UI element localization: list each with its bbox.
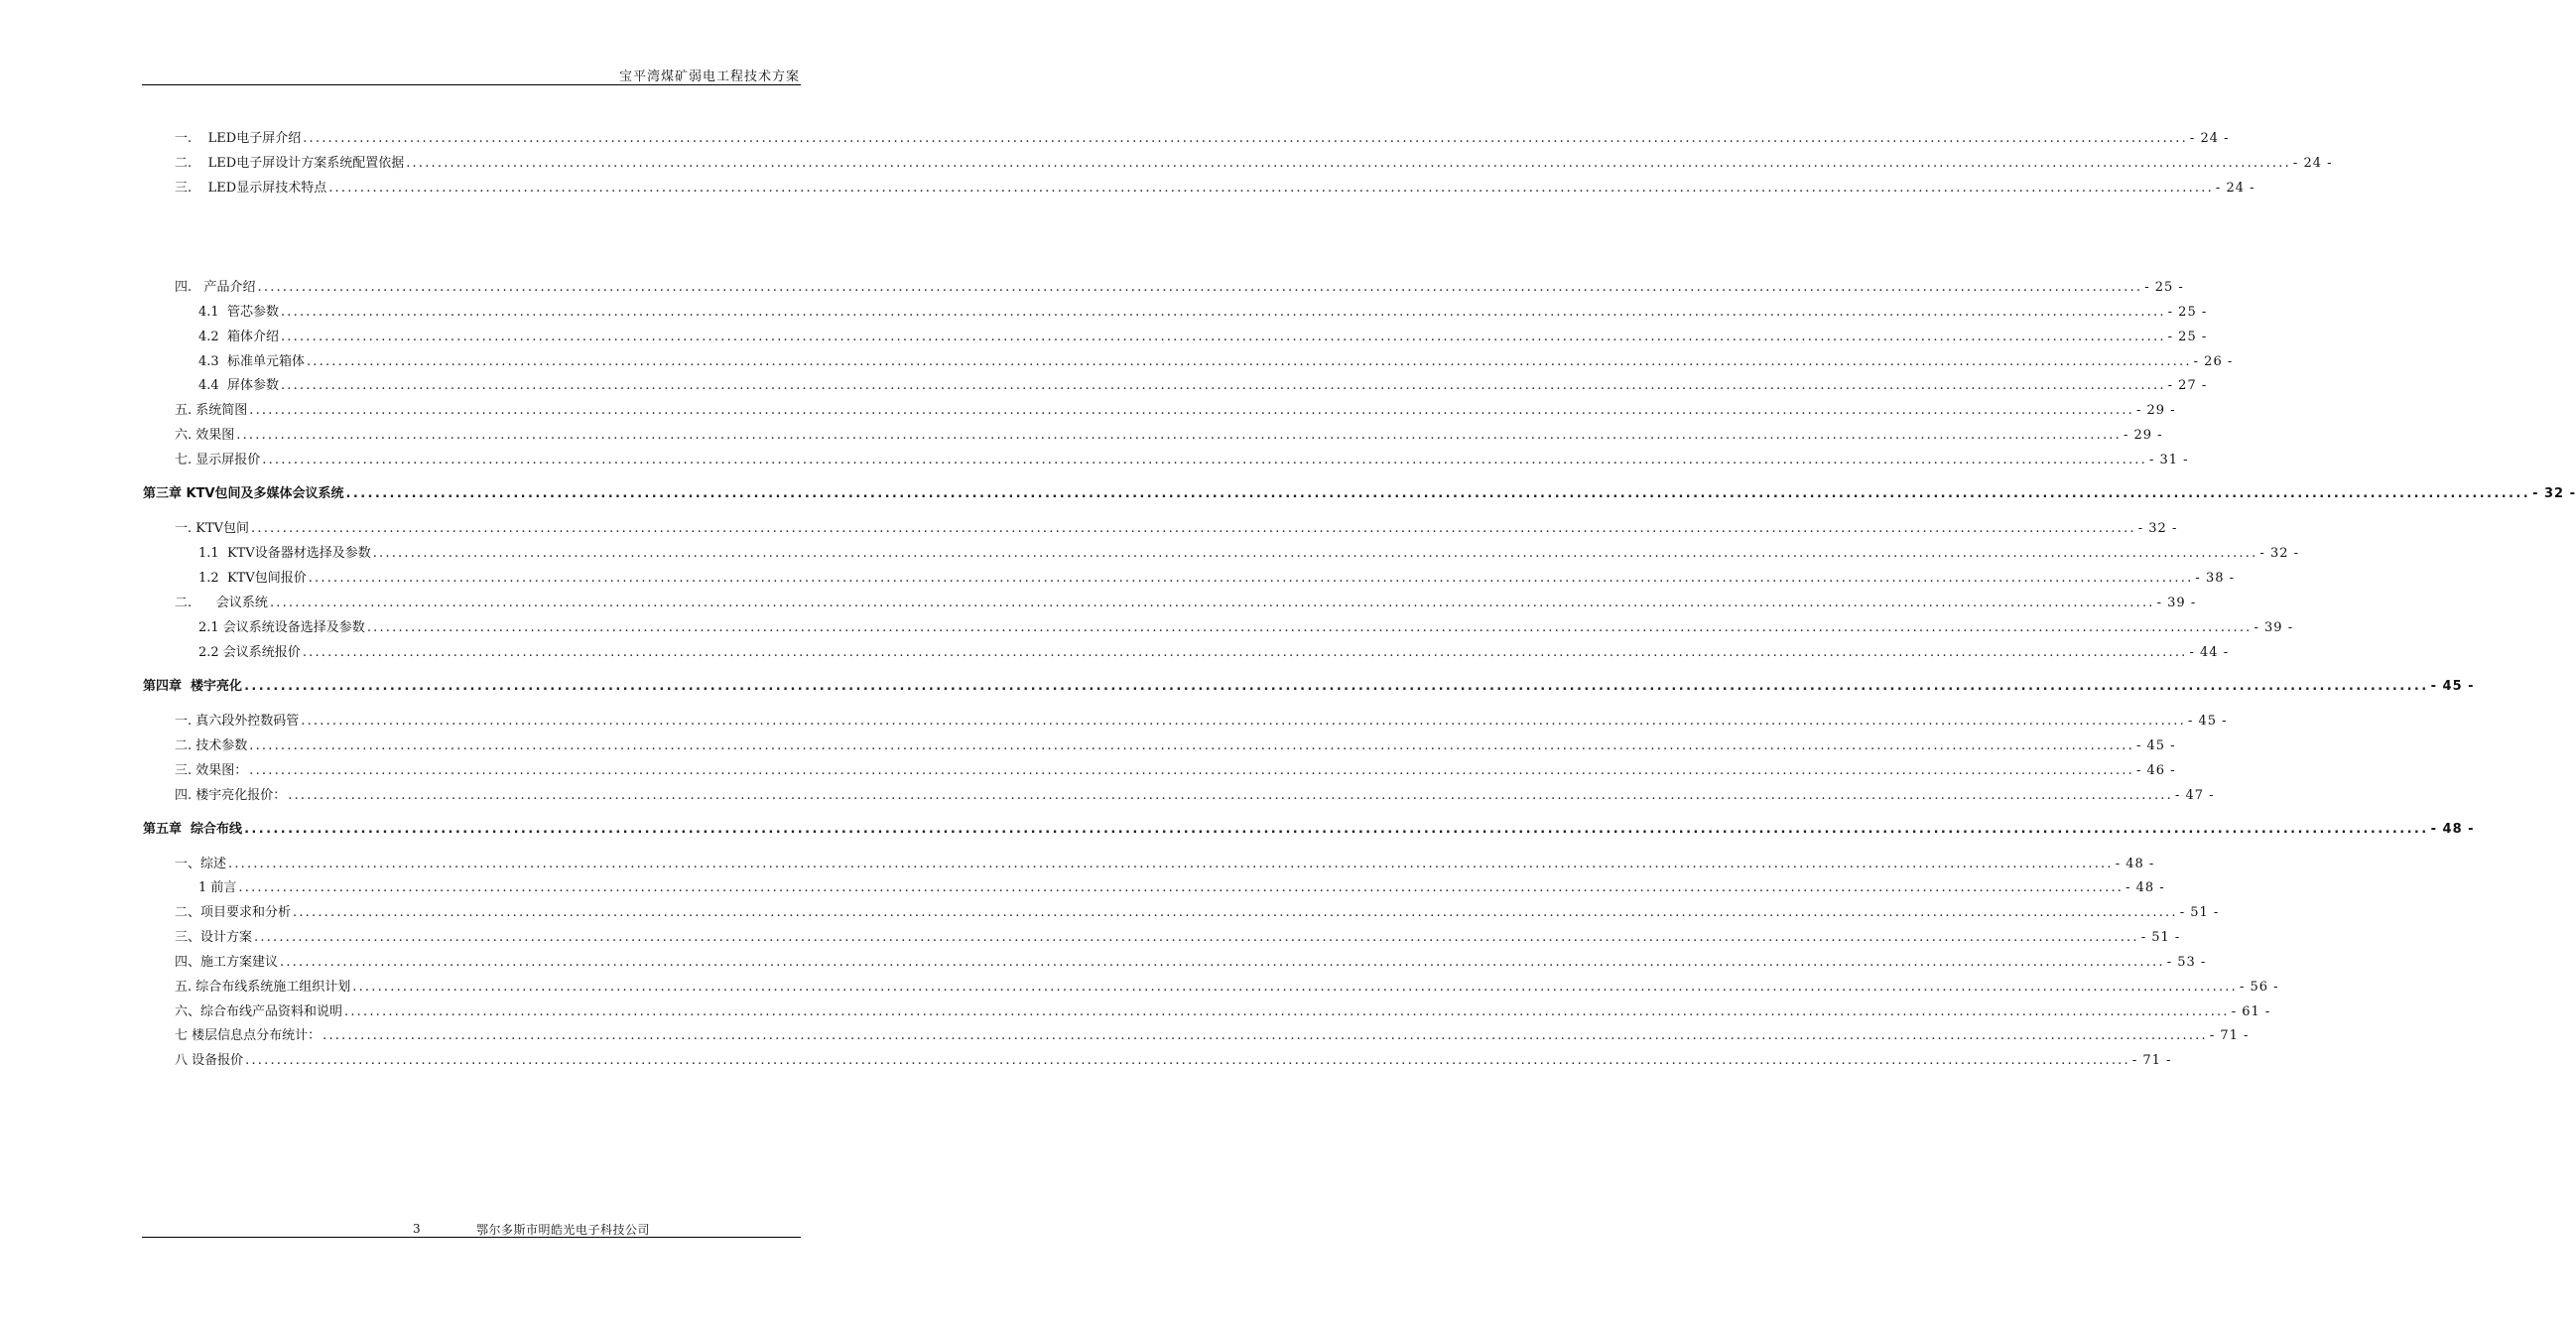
toc-leader-dots: ............................................................................................................................................................................................................................................................................................................ bbox=[280, 305, 2166, 320]
toc-leader-dots: ............................................................................................................................................................................................................................................................................................................ bbox=[249, 738, 2134, 753]
toc-chapter-entry[interactable] bbox=[143, 482, 2576, 502]
toc-entry[interactable] bbox=[175, 517, 2178, 537]
toc-entry-label: 第四章 楼宇亮化 bbox=[143, 679, 243, 694]
toc-leader-dots: ............................................................................................................................................................................................................................................................................................................ bbox=[244, 679, 2429, 694]
toc-entry-page: - 25 - bbox=[2167, 305, 2208, 320]
toc-entry-label: 二. LED电子屏设计方案系统配置依据 bbox=[175, 156, 405, 171]
toc-entry-label: 三. 效果图： bbox=[175, 763, 248, 778]
toc-entry-page: - 27 - bbox=[2167, 378, 2208, 393]
toc-entry[interactable] bbox=[175, 276, 2184, 296]
toc-entry-label: 4.1 管芯参数 bbox=[198, 305, 279, 320]
footer-page-number: 3 bbox=[413, 1222, 421, 1236]
toc-entry-label: 三、设计方案 bbox=[175, 930, 253, 945]
toc-entry-label: 一. LED电子屏介绍 bbox=[175, 131, 302, 146]
toc-leader-dots: ............................................................................................................................................................................................................................................................................................................ bbox=[328, 181, 2214, 196]
toc-leader-dots: ............................................................................................................................................................................................................................................................................................................ bbox=[293, 905, 2178, 920]
toc-entry-page: - 56 - bbox=[2239, 980, 2279, 995]
toc-leader-dots: ............................................................................................................................................................................................................................................................................................................ bbox=[251, 521, 2136, 536]
toc-entry-label: 四. 产品介绍 bbox=[175, 280, 256, 295]
toc-entry-label: 4.2 箱体介绍 bbox=[198, 330, 279, 344]
toc-entry[interactable] bbox=[175, 901, 2220, 921]
toc-entry-page: - 51 - bbox=[2179, 905, 2220, 920]
toc-entry-label: 1.1 KTV设备器材选择及参数 bbox=[198, 546, 371, 561]
toc-entry-label: 第五章 综合布线 bbox=[143, 822, 243, 837]
toc-leader-dots: ............................................................................................................................................................................................................................................................................................................ bbox=[345, 486, 2531, 501]
toc-entry[interactable] bbox=[175, 1000, 2271, 1020]
toc-entry-page: - 47 - bbox=[2174, 788, 2215, 803]
toc-entry[interactable] bbox=[198, 641, 2230, 661]
toc-entry[interactable] bbox=[175, 734, 2176, 754]
toc-entry[interactable] bbox=[175, 926, 2181, 946]
toc-leader-dots: ............................................................................................................................................................................................................................................................................................................ bbox=[306, 354, 2192, 369]
toc-leader-dots: ............................................................................................................................................................................................................................................................................................................ bbox=[288, 788, 2173, 803]
toc-entry-page: - 32 - bbox=[2137, 521, 2178, 536]
toc-entry-page: - 26 - bbox=[2193, 354, 2234, 369]
toc-leader-dots: ............................................................................................................................................................................................................................................................................................................ bbox=[322, 1028, 2208, 1043]
toc-entry[interactable] bbox=[175, 710, 2228, 730]
header-divider bbox=[142, 84, 801, 85]
toc-leader-dots: ............................................................................................................................................................................................................................................................................................................ bbox=[302, 645, 2188, 660]
toc-entry-label: 五. 系统简图 bbox=[175, 403, 248, 418]
toc-leader-dots: ............................................................................................................................................................................................................................................................................................................ bbox=[269, 596, 2155, 610]
toc-leader-dots: ............................................................................................................................................................................................................................................................................................................ bbox=[257, 280, 2143, 295]
toc-entry[interactable] bbox=[198, 567, 2236, 587]
toc-leader-dots: ............................................................................................................................................................................................................................................................................................................ bbox=[262, 453, 2147, 467]
toc-entry-label: 二、项目要求和分析 bbox=[175, 905, 292, 920]
toc-leader-dots: ............................................................................................................................................................................................................................................................................................................ bbox=[280, 378, 2166, 393]
toc-leader-dots: ............................................................................................................................................................................................................................................................................................................ bbox=[366, 620, 2253, 635]
toc-entry-label: 一. 真六段外控数码管 bbox=[175, 714, 300, 729]
toc-entry[interactable] bbox=[175, 784, 2215, 804]
toc-entry-page: - 24 - bbox=[2189, 131, 2230, 146]
toc-entry-label: 二. 技术参数 bbox=[175, 738, 248, 753]
toc-entry[interactable] bbox=[175, 424, 2163, 444]
toc-entry-page: - 61 - bbox=[2231, 1004, 2271, 1019]
toc-entry[interactable] bbox=[198, 616, 2294, 636]
toc-entry[interactable] bbox=[175, 152, 2333, 172]
toc-entry-label: 2.2 会议系统报价 bbox=[198, 645, 301, 660]
toc-entry-label: 4.4 屏体参数 bbox=[198, 378, 279, 393]
toc-leader-dots: ............................................................................................................................................................................................................................................................................................................ bbox=[303, 131, 2188, 146]
toc-entry-label: 六、综合布线产品资料和说明 bbox=[175, 1004, 343, 1019]
toc-entry-label: 七 楼层信息点分布统计： bbox=[175, 1028, 322, 1043]
footer-company: 鄂尔多斯市明皓光电子科技公司 bbox=[476, 1223, 651, 1237]
toc-entry[interactable] bbox=[175, 399, 2176, 419]
toc-leader-dots: ............................................................................................................................................................................................................................................................................................................ bbox=[249, 403, 2134, 418]
toc-entry-label: 一. KTV包间 bbox=[175, 521, 250, 536]
toc-leader-dots: ............................................................................................................................................................................................................................................................................................................ bbox=[254, 930, 2139, 945]
toc-entry[interactable] bbox=[175, 177, 2255, 197]
toc-entry[interactable] bbox=[175, 853, 2155, 872]
toc-leader-dots: ............................................................................................................................................................................................................................................................................................................ bbox=[228, 857, 2114, 871]
toc-leader-dots: ............................................................................................................................................................................................................................................................................................................ bbox=[280, 330, 2166, 344]
toc-entry-page: - 44 - bbox=[2189, 645, 2230, 660]
toc-entry-page: - 25 - bbox=[2144, 280, 2184, 295]
toc-entry-label: 七. 显示屏报价 bbox=[175, 453, 261, 467]
toc-entry-label: 第三章 KTV包间及多媒体会议系统 bbox=[143, 486, 344, 501]
toc-entry-label: 四、施工方案建议 bbox=[175, 955, 279, 970]
toc-entry-page: - 71 - bbox=[2131, 1053, 2172, 1068]
toc-leader-dots: ............................................................................................................................................................................................................................................................................................................ bbox=[280, 955, 2165, 970]
toc-entry-page: - 71 - bbox=[2209, 1028, 2250, 1043]
toc-chapter-entry[interactable] bbox=[143, 818, 2475, 838]
toc-entry-label: 八 设备报价 bbox=[175, 1053, 244, 1068]
toc-entry-label: 1 前言 bbox=[198, 880, 237, 895]
toc-entry-page: - 53 - bbox=[2166, 955, 2207, 970]
toc-entry-page: - 45 - bbox=[2135, 738, 2176, 753]
toc-leader-dots: ............................................................................................................................................................................................................................................................................................................ bbox=[301, 714, 2186, 729]
toc-leader-dots: ............................................................................................................................................................................................................................................................................................................ bbox=[244, 822, 2429, 837]
toc-entry[interactable] bbox=[175, 592, 2197, 611]
toc-entry-page: - 45 - bbox=[2187, 714, 2228, 729]
toc-entry-label: 六. 效果图 bbox=[175, 428, 235, 443]
toc-leader-dots: ............................................................................................................................................................................................................................................................................................................ bbox=[344, 1004, 2230, 1019]
toc-entry-page: - 45 - bbox=[2430, 679, 2475, 694]
toc-entry[interactable] bbox=[198, 301, 2208, 321]
toc-entry[interactable] bbox=[175, 449, 2189, 468]
header-title: 宝平湾煤矿弱电工程技术方案 bbox=[618, 69, 800, 84]
toc-entry[interactable] bbox=[175, 976, 2279, 996]
toc-entry[interactable] bbox=[175, 127, 2230, 147]
toc-entry-label: 一、综述 bbox=[175, 857, 227, 871]
footer-divider bbox=[142, 1237, 801, 1238]
toc-entry-page: - 29 - bbox=[2135, 403, 2176, 418]
toc-leader-dots: ............................................................................................................................................................................................................................................................................................................ bbox=[406, 156, 2291, 171]
toc-entry-label: 1.2 KTV包间报价 bbox=[198, 571, 307, 586]
toc-entry-label: 四. 楼宇亮化报价： bbox=[175, 788, 287, 803]
toc-entry-label: 二. 会议系统 bbox=[175, 596, 268, 610]
toc-entry[interactable] bbox=[198, 374, 2208, 394]
toc-leader-dots: ............................................................................................................................................................................................................................................................................................................ bbox=[245, 1053, 2130, 1068]
toc-leader-dots: ............................................................................................................................................................................................................................................................................................................ bbox=[308, 571, 2194, 586]
toc-entry-label: 五. 综合布线系统施工组织计划 bbox=[175, 980, 351, 995]
toc-entry[interactable] bbox=[198, 876, 2165, 896]
toc-leader-dots: ............................................................................................................................................................................................................................................................................................................ bbox=[238, 880, 2125, 895]
toc-entry-page: - 46 - bbox=[2135, 763, 2176, 778]
toc-entry-page: - 24 - bbox=[2215, 181, 2255, 196]
toc-entry-page: - 29 - bbox=[2123, 428, 2163, 443]
toc-leader-dots: ............................................................................................................................................................................................................................................................................................................ bbox=[372, 546, 2258, 561]
toc-entry-page: - 32 - bbox=[2259, 546, 2300, 561]
toc-entry[interactable] bbox=[175, 1024, 2250, 1044]
toc-entry-page: - 32 - bbox=[2532, 486, 2576, 501]
toc-entry-label: 2.1 会议系统设备选择及参数 bbox=[198, 620, 365, 635]
toc-entry[interactable] bbox=[175, 1049, 2172, 1069]
toc-entry-page: - 48 - bbox=[2115, 857, 2155, 871]
toc-entry-page: - 39 - bbox=[2254, 620, 2294, 635]
toc-entry-page: - 51 - bbox=[2140, 930, 2181, 945]
toc-entry[interactable] bbox=[175, 759, 2176, 779]
toc-chapter-entry[interactable] bbox=[143, 675, 2475, 695]
toc-entry-page: - 31 - bbox=[2148, 453, 2189, 467]
toc-entry-page: - 25 - bbox=[2167, 330, 2208, 344]
toc-entry-label: 4.3 标准单元箱体 bbox=[198, 354, 305, 369]
toc-entry-page: - 48 - bbox=[2125, 880, 2165, 895]
toc-entry-page: - 38 - bbox=[2195, 571, 2236, 586]
toc-entry[interactable] bbox=[175, 951, 2207, 971]
toc-entry[interactable] bbox=[198, 350, 2234, 370]
toc-entry[interactable] bbox=[198, 542, 2300, 562]
toc-leader-dots: ............................................................................................................................................................................................................................................................................................................ bbox=[236, 428, 2122, 443]
toc-leader-dots: ............................................................................................................................................................................................................................................................................................................ bbox=[249, 763, 2134, 778]
toc-entry-page: - 39 - bbox=[2156, 596, 2197, 610]
toc-entry-page: - 48 - bbox=[2430, 822, 2475, 837]
toc-entry-page: - 24 - bbox=[2292, 156, 2333, 171]
toc-entry-label: 三. LED显示屏技术特点 bbox=[175, 181, 327, 196]
toc-entry[interactable] bbox=[198, 326, 2208, 345]
toc-leader-dots: ............................................................................................................................................................................................................................................................................................................ bbox=[352, 980, 2238, 995]
